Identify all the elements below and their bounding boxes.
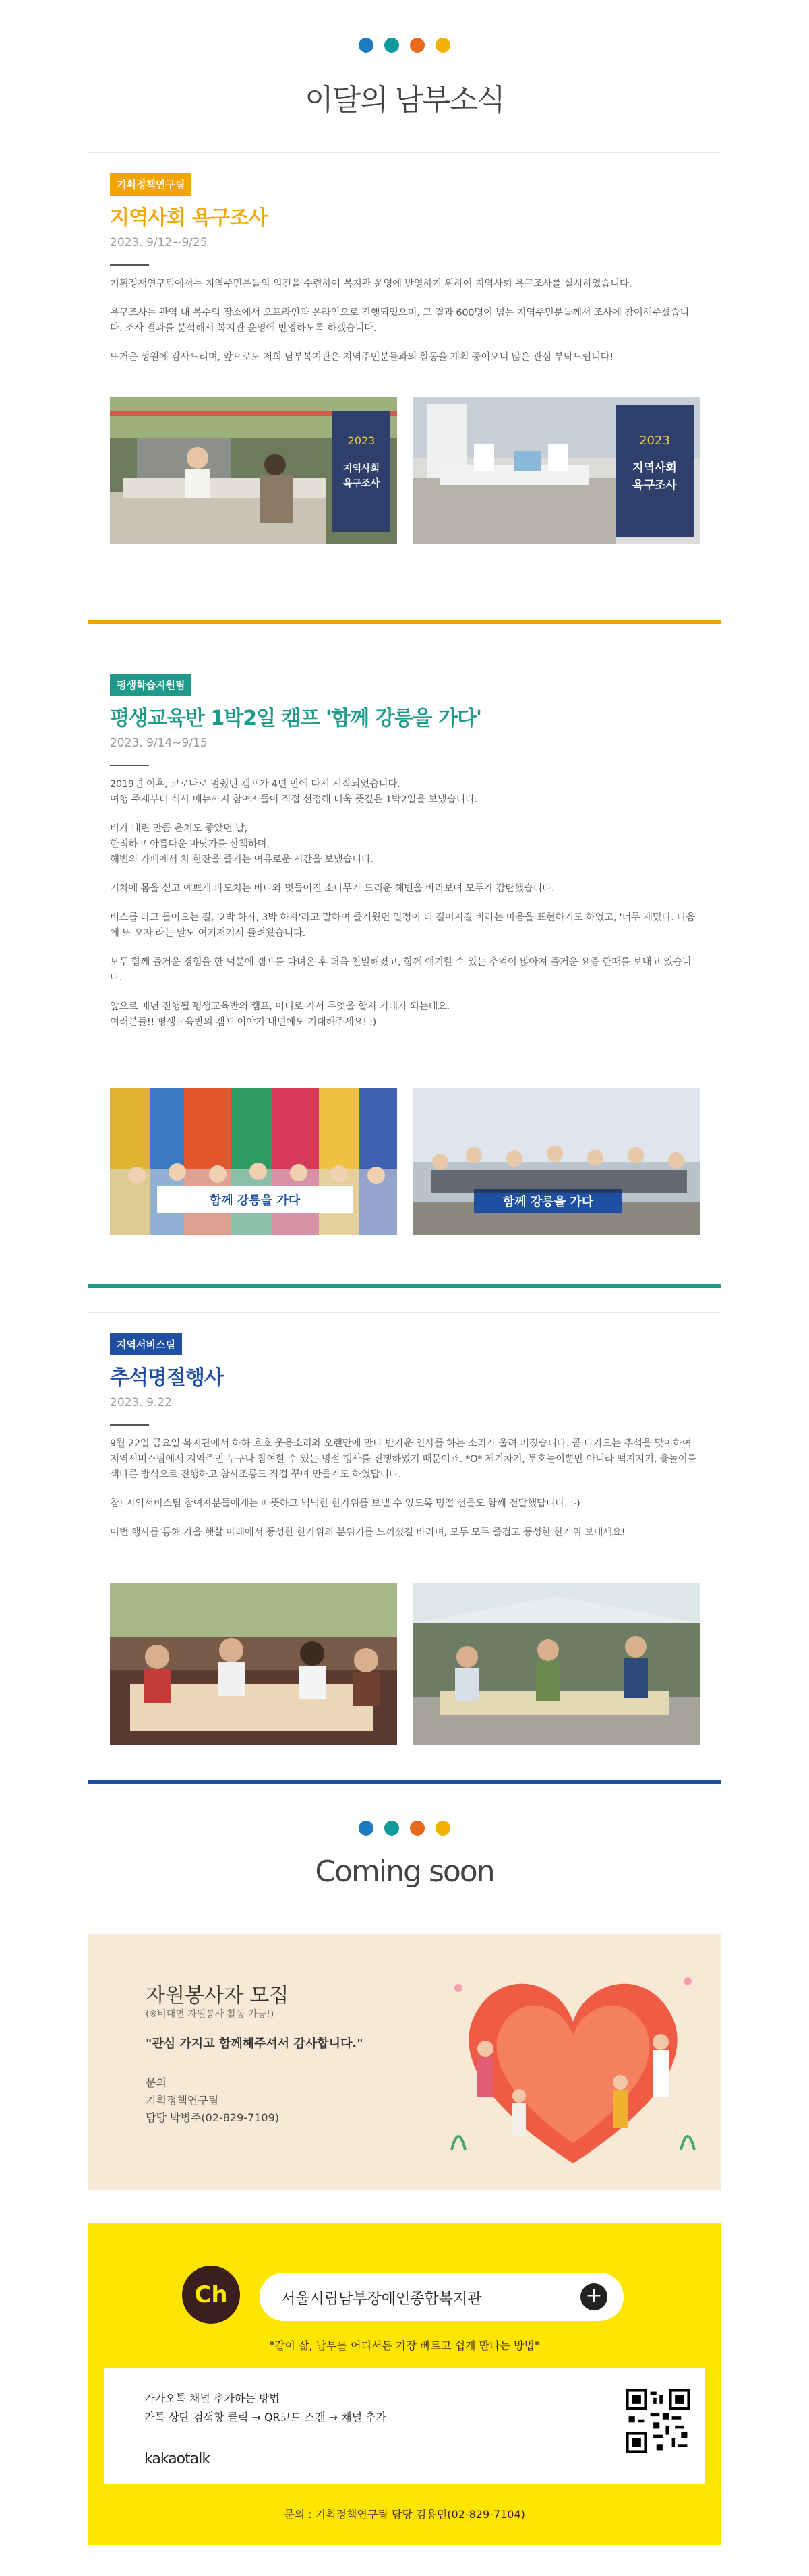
news-paragraph: 기차에 몸을 싣고 예쁘게 파도치는 바다와 멋들어진 소나무가 드리운 해변을 바라보며 모두가 감탄했습니다. <box>110 883 555 894</box>
divider <box>110 1424 149 1426</box>
svg-text:지역사회: 지역사회 <box>632 461 677 475</box>
channel-search-bar[interactable] <box>260 2273 624 2321</box>
card-accent-line <box>88 1780 721 1784</box>
dot-blue <box>359 38 373 53</box>
photo-row <box>110 1583 700 1745</box>
news-title: 지역사회 욕구조사 <box>110 206 268 230</box>
sign-year: 2023 <box>347 434 376 447</box>
add-channel-button[interactable]: + <box>580 2283 607 2310</box>
kakao-channel-banner <box>88 2223 721 2545</box>
card-accent-line <box>88 1284 721 1288</box>
survey-photo-1 <box>110 397 397 544</box>
photo-row <box>110 397 700 544</box>
kakaotalk-logo: kakaotalk <box>144 2451 210 2467</box>
contact-team: 기획정책연구팀 <box>146 2094 219 2107</box>
news-paragraph: 기획정책연구팀에서는 지역주민분들의 의견을 수렴하여 복지관 운영에 반영하기 위하여 지역사회 욕구조사를 실시하였습니다. <box>110 279 632 289</box>
volunteer-banner <box>88 1934 721 2190</box>
divider <box>110 765 149 766</box>
news-paragraph: 욕구조사는 관역 내 복수의 장소에서 오프라인과 온라인으로 진행되었으며, 그 결과 600명이 넘는 지역주민분들께서 조사에 참여해주셨습니다. 조사 결과를 분석해서 복지관 운영에 반영하도록 하겠습니다. <box>110 308 690 334</box>
news-paragraph: 2019년 이후, 코로나로 멈췄던 캠프가 4년 만에 다시 시작되었습니다. 여행 주제부터 식사 메뉴까지 참여자들이 직접 선정해 더욱 뜻깊은 1박2일을 보냈습니다. <box>110 779 477 805</box>
news-paragraph: 이번 행사를 통해 가을 햇살 아래에서 풍성한 한가위의 분위기를 느끼셨길 바라며, 모두 모두 즐겁고 풍성한 한가위 보내세요! <box>110 1527 626 1538</box>
card-accent-line <box>88 620 721 624</box>
volunteer-contact <box>146 2074 279 2127</box>
news-date: 2023. 9/14~9/15 <box>110 736 208 750</box>
page-title: 이달의 남부소식 <box>305 83 504 117</box>
dot-teal <box>384 38 399 53</box>
news-title: 평생교육반 1박2일 캠프 '함께 강릉을 가다' <box>110 707 482 730</box>
news-paragraph: 앞으로 매년 진행될 평생교육반의 캠프, 어디로 가서 무엇을 할지 기대가 되는데요. 여러분들!! 평생교육반의 캠프 이야기 내년에도 기대해주세요! :) <box>110 1001 450 1028</box>
news-paragraph: 비가 내린 만큼 운치도 좋았던 날, 한적하고 아름다운 바닷가를 산책하며, 해변의 카페에서 차 한잔을 즐기는 여유로운 시간을 보냈습니다. <box>110 823 373 865</box>
svg-text:함께 강릉을 가다: 함께 강릉을 가다 <box>502 1195 594 1209</box>
decorative-dots <box>0 1821 809 1836</box>
divider <box>110 264 149 266</box>
svg-text:욕구조사: 욕구조사 <box>342 478 380 489</box>
dot-yellow <box>436 1821 450 1836</box>
qr-code[interactable] <box>626 2389 690 2453</box>
coming-soon-title: Coming soon <box>315 1854 494 1889</box>
contact-label: 문의 <box>146 2076 167 2089</box>
contact-person: 담당 박병주(02-829-7109) <box>146 2111 280 2124</box>
news-paragraph: 9월 22일 금요일 복지관에서 하하 호호 웃음소리와 오랜만에 만나 반가운 인사를 하는 소리가 울려 퍼졌습니다. 곧 다가오는 추석을 맞이하여 지역서비스팀에서 지역주민 누구나 참여할 수 있는 명절 행사를 진행하였기 때문이죠. *O* 제기차기, 투호놀이뿐만 아니라 떡지지기, 윷놀이를 색다른 방식으로 진행하고 참사조롱도 직접 꾸며 만들기도 하였답니다. <box>110 1438 697 1480</box>
dot-yellow <box>436 38 450 53</box>
camp-photo-1 <box>110 1088 397 1235</box>
photo-row <box>110 1088 700 1235</box>
heart-illustration <box>438 1948 708 2184</box>
news-paragraph: 참! 지역서비스팀 참여자분들에게는 따뜻하고 넉넉한 한가위를 보낼 수 있도록 명절 선물도 함께 전달했답니다. :-) <box>110 1498 580 1509</box>
team-tag: 평생학습지원팀 <box>110 674 191 696</box>
dot-teal <box>384 1821 399 1836</box>
news-card-camp <box>88 653 721 1288</box>
team-tag: 기획정책연구팀 <box>110 173 191 196</box>
survey-photo-2 <box>413 397 700 544</box>
channel-name: 서울시립남부장애인종합복지관 <box>281 2291 482 2308</box>
dot-blue <box>359 1821 373 1836</box>
camp-banner: 함께 강릉을 가다 <box>209 1194 301 1208</box>
volunteer-subtitle: (※비대면 자원봉사 활동 가능!) <box>146 2009 274 2020</box>
news-card-survey <box>88 152 721 624</box>
chuseok-photo-1 <box>110 1583 397 1745</box>
svg-text:지역사회: 지역사회 <box>342 463 380 474</box>
news-date: 2023. 9.22 <box>110 1396 172 1409</box>
dot-orange <box>410 38 425 53</box>
news-paragraph: 뜨거운 성원에 감사드리며, 앞으로도 저희 남부복지관은 지역주민분들과의 활동을 계획 중이오니 많은 관심 부탁드립니다! <box>110 352 613 363</box>
svg-text:2023: 2023 <box>639 434 670 448</box>
kakao-contact: 문의 : 기획정책연구팀 담당 김용민(02-829-7104) <box>284 2508 525 2521</box>
volunteer-title: 자원봉사자 모집 <box>146 1984 289 2008</box>
kakao-slogan: "같이 삶, 남부를 어디서든 가장 빠르고 쉽게 만나는 방법" <box>269 2339 540 2352</box>
kakao-channel-logo: Ch <box>182 2266 240 2324</box>
camp-photo-2 <box>413 1088 700 1235</box>
news-paragraph: 모두 함께 즐거운 경험을 한 덕분에 캠프를 다녀온 후 더욱 친밀해졌고, 함께 얘기할 수 있는 추억이 많아져 즐거운 요즘 한때를 보내고 있습니다. <box>110 957 692 983</box>
news-card-chuseok <box>88 1312 721 1784</box>
decorative-dots <box>0 38 809 53</box>
news-paragraph: 버스를 타고 돌아오는 길, '2박 하자, 3박 하자'라고 말하며 즐거웠던 일정이 더 길어지길 바라는 마음을 표현하기도 하였고, '너무 재밌다. 다음에 또 오자'라는 말도 여기저기서 들려왔습니다. <box>110 912 696 939</box>
team-tag: 지역서비스팀 <box>110 1333 182 1355</box>
svg-text:욕구조사: 욕구조사 <box>632 479 677 492</box>
chuseok-photo-2 <box>413 1583 700 1745</box>
news-date: 2023. 9/12~9/25 <box>110 236 208 250</box>
dot-orange <box>410 1821 425 1836</box>
howto-steps: 카톡 상단 검색창 클릭 → QR코드 스캔 → 채널 추가 <box>144 2411 387 2424</box>
news-title: 추석명절행사 <box>110 1366 223 1390</box>
kakao-howto-box <box>104 2368 705 2484</box>
volunteer-quote: "관심 가지고 함께해주셔서 감사합니다." <box>146 2037 363 2051</box>
howto-title: 카카오톡 채널 추가하는 방법 <box>144 2392 280 2405</box>
